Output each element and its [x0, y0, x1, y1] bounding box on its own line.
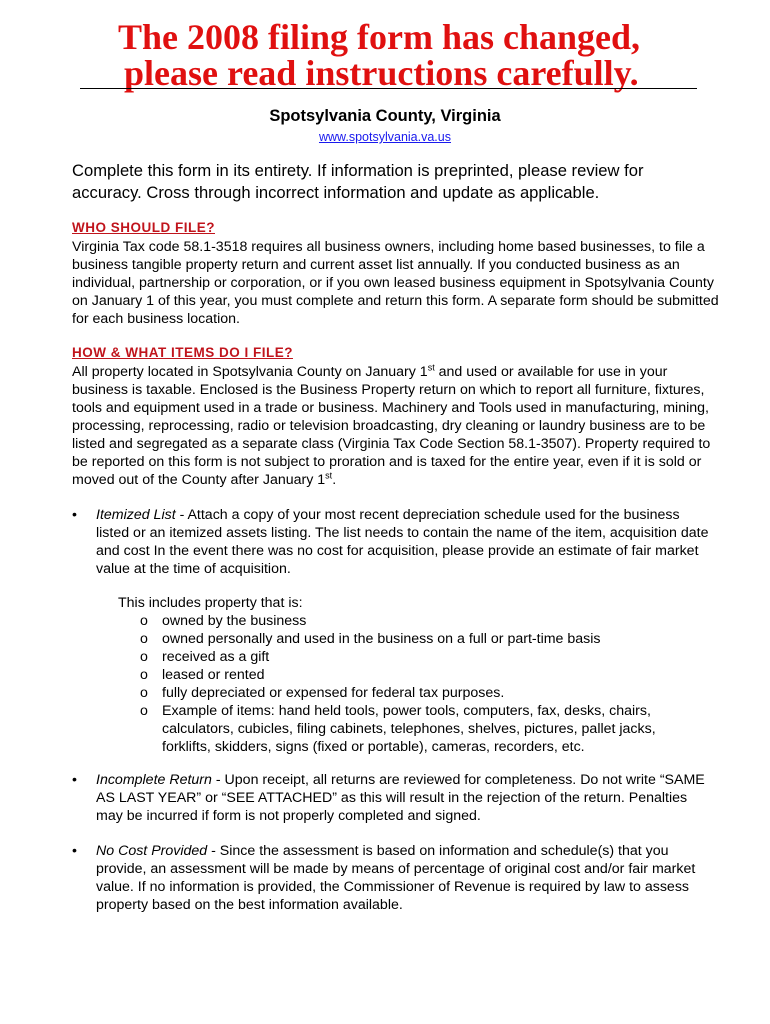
header-divider	[80, 88, 697, 89]
incomplete-return-desc: - Upon receipt, all returns are reviewed for completeness. Do not write “SAME AS LAST YEAR” or “SEE ATTACHED” as this will result in the rejection of the return. Penalties may be incurred if form is not properly completed and signed.	[96, 772, 705, 824]
intro-paragraph: Complete this form in its entirety. If information is preprinted, please review for accuracy. Cross through incorrect information and update as applicable.	[72, 161, 644, 202]
bullet-dot-icon: •	[72, 772, 77, 788]
includes-label: This includes property that is:	[118, 595, 303, 611]
how-text-part-a: All property located in Spotsylvania County on January 1	[72, 364, 428, 380]
how-sup-b: st	[325, 470, 333, 481]
list-item	[138, 666, 698, 684]
list-item-text: owned by the business	[162, 613, 307, 629]
itemized-list-term: Itemized List	[96, 507, 176, 523]
bullet-dot-icon: •	[72, 843, 77, 859]
circle-marker-icon: o	[140, 667, 148, 683]
how-text-part-b: and used or available for use in your business is taxable. Enclosed is the Business Property return on which to report all furniture, fixtures, tools and equipment used in a trade or business. Machinery and Tools used in manufacturing, mining, processing, reprocessing, radio or television broadcasting, dry cleaning or laundry business are to be listed and segregated as a separate class (Virginia Tax Code Section 58.1-3507). Property required to be reported on this form is not subject to proration and is taxed for the entire year, even if it is sold or moved out of the County after January 1	[72, 364, 711, 488]
how-what-items-text	[72, 363, 722, 489]
how-what-items-heading: HOW & WHAT ITEMS DO I FILE?	[72, 345, 293, 360]
list-item-text: fully depreciated or expensed for federal tax purposes.	[162, 685, 505, 701]
incomplete-return-text	[96, 771, 710, 825]
no-cost-provided-term: No Cost Provided	[96, 843, 208, 859]
bullet-dot-icon: •	[72, 507, 77, 523]
no-cost-provided-text	[96, 842, 710, 914]
circle-marker-icon: o	[140, 631, 148, 647]
list-item	[138, 702, 698, 756]
circle-marker-icon: o	[140, 685, 148, 701]
how-sup-a: st	[427, 362, 435, 373]
who-should-file-text: Virginia Tax code 58.1-3518 requires all business owners, including home based businesses, to file a business tangible property return and current asset list annually. If you conducted business as an individual, partnership or corporation, or if you own leased business equipment in Spotsylvania County on January 1 of this year, you must complete and return this form. A separate form should be submitted for each business location.	[72, 239, 719, 327]
who-should-file-heading: WHO SHOULD FILE?	[72, 220, 215, 235]
list-item	[138, 684, 698, 702]
includes-list	[138, 612, 698, 756]
list-item-text: leased or rented	[162, 667, 265, 683]
list-item	[138, 612, 698, 630]
list-item	[138, 630, 698, 648]
no-cost-provided-desc: - Since the assessment is based on information and schedule(s) that you provide, an assessment will be made by means of percentage of original cost and/or fair market value. If no information is provided, the Commissioner of Revenue is required by law to assess property based on the best information available.	[96, 843, 696, 913]
headline-line-2: please read instructions carefully.	[124, 53, 639, 93]
list-item-text: owned personally and used in the business on a full or part-time basis	[162, 631, 601, 647]
how-text-part-c: .	[332, 472, 337, 488]
circle-marker-icon: o	[140, 649, 148, 665]
circle-marker-icon: o	[140, 613, 148, 629]
website-link[interactable]: www.spotsylvania.va.us	[318, 130, 451, 144]
headline-line-1: The 2008 filing form has changed,	[118, 17, 641, 57]
incomplete-return-term: Incomplete Return	[96, 772, 212, 788]
list-item	[138, 648, 698, 666]
list-item-text: Example of items: hand held tools, power tools, computers, fax, desks, chairs, calculators, cubicles, filing cabinets, telephones, shelves, pictures, pallet jacks, forklifts, skidders, signs (fixed or portable), cameras, recorders, etc.	[162, 703, 656, 755]
itemized-list-text	[96, 506, 710, 578]
county-title: Spotsylvania County, Virginia	[269, 107, 501, 125]
list-item-text: received as a gift	[162, 649, 270, 665]
itemized-list-desc: - Attach a copy of your most recent depreciation schedule used for the business listed or an itemized assets listing. The list needs to contain the name of the item, acquisition date and cost In the event there was no cost for acquisition, please provide an estimate of fair market value at the time of acquisition.	[96, 507, 709, 577]
circle-marker-icon: o	[140, 703, 148, 719]
